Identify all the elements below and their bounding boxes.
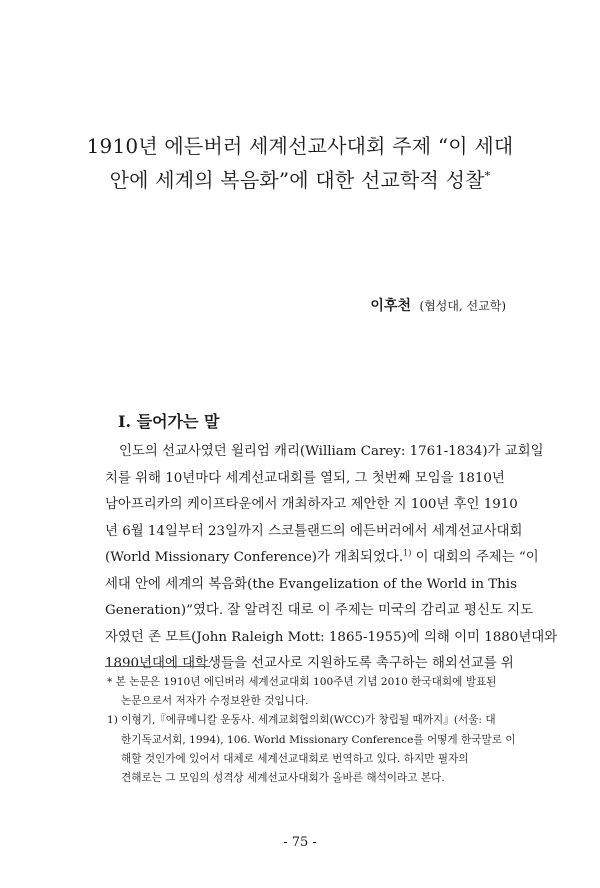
footnote-star-line-2: 논문으로서 저자가 수정보완한 것입니다. <box>121 695 309 708</box>
title-line-2-text: 안에 세계의 복음화”에 대한 선교학적 성찰 <box>109 168 485 193</box>
body-line-5-tail: 이 대회의 주제는 “이 <box>411 550 539 565</box>
section-heading: I. 들어가는 말 <box>118 412 220 432</box>
body-line-8: 자였던 존 모트(John Raleigh Mott: 1865-1955)에 의해 이미 1880년대와 <box>105 629 558 645</box>
body-line-4: 년 6월 14일부터 23일까지 스코틀랜드의 에든버러에서 세계선교사대회 <box>105 523 523 539</box>
body-line-2: 치를 위해 10년마다 세계선교대회를 열되, 그 첫번째 모임을 1810년 <box>105 470 505 486</box>
footnote-divider <box>105 666 210 667</box>
footnote-star-line-1: * 본 논문은 1910년 에딘버러 세계선교대회 100주년 기념 2010 한국대회에 발표된 <box>107 676 497 688</box>
footnote-1-line-1: 1) 이형기,『에큐메니칼 운동사. 세계교회협의회(WCC)가 창립될 때까지』(서울: 대 <box>107 714 496 727</box>
body-line-1: 인도의 선교사였던 윌리엄 캐리(William Carey: 1761-1834)가 교회일 <box>119 444 544 459</box>
body-line-5-text: (World Missionary Conference)가 개최되었다. <box>105 550 404 565</box>
author-affiliation: (협성대, 선교학) <box>419 299 506 313</box>
body-line-7: Generation)”였다. 잘 알려진 대로 이 주제는 미국의 감리교 평신도 지도 <box>105 603 534 618</box>
footnotes <box>107 673 516 788</box>
author-byline <box>370 295 506 315</box>
footnote-ref-1[interactable]: 1) <box>403 548 412 558</box>
title-line-2 <box>60 163 540 197</box>
paper-title <box>60 129 540 197</box>
title-line-1: 1910년 에든버러 세계선교사대회 주제 “이 세대 <box>86 134 514 159</box>
author-name: 이후천 <box>370 298 411 314</box>
body-line-6: 세대 안에 세계의 복음화(the Evangelization of the World in This <box>105 576 517 592</box>
title-footnote-mark: * <box>484 169 491 183</box>
body-paragraph <box>105 439 558 678</box>
footnote-1-line-2: 한기독교서회, 1994), 106. World Missionary Conference를 어떻게 한국말로 이 <box>121 733 516 746</box>
footnote-1-line-4: 견해로는 그 모임의 성격상 세계선교사대회가 올바른 해석이라고 본다. <box>121 772 445 785</box>
body-line-3: 남아프리카의 케이프타운에서 개최하자고 제안한 지 100년 후인 1910 <box>105 497 518 512</box>
page-number: - 75 - <box>283 835 317 850</box>
footnote-1-line-3: 해할 것인가에 있어서 대체로 세계선교대회로 번역하고 있다. 하지만 필자의 <box>121 752 469 765</box>
body-line-5 <box>105 545 539 572</box>
body-line-9: 1890년대에 대학생들을 선교사로 지원하도록 촉구하는 해외선교를 위 <box>105 656 514 671</box>
